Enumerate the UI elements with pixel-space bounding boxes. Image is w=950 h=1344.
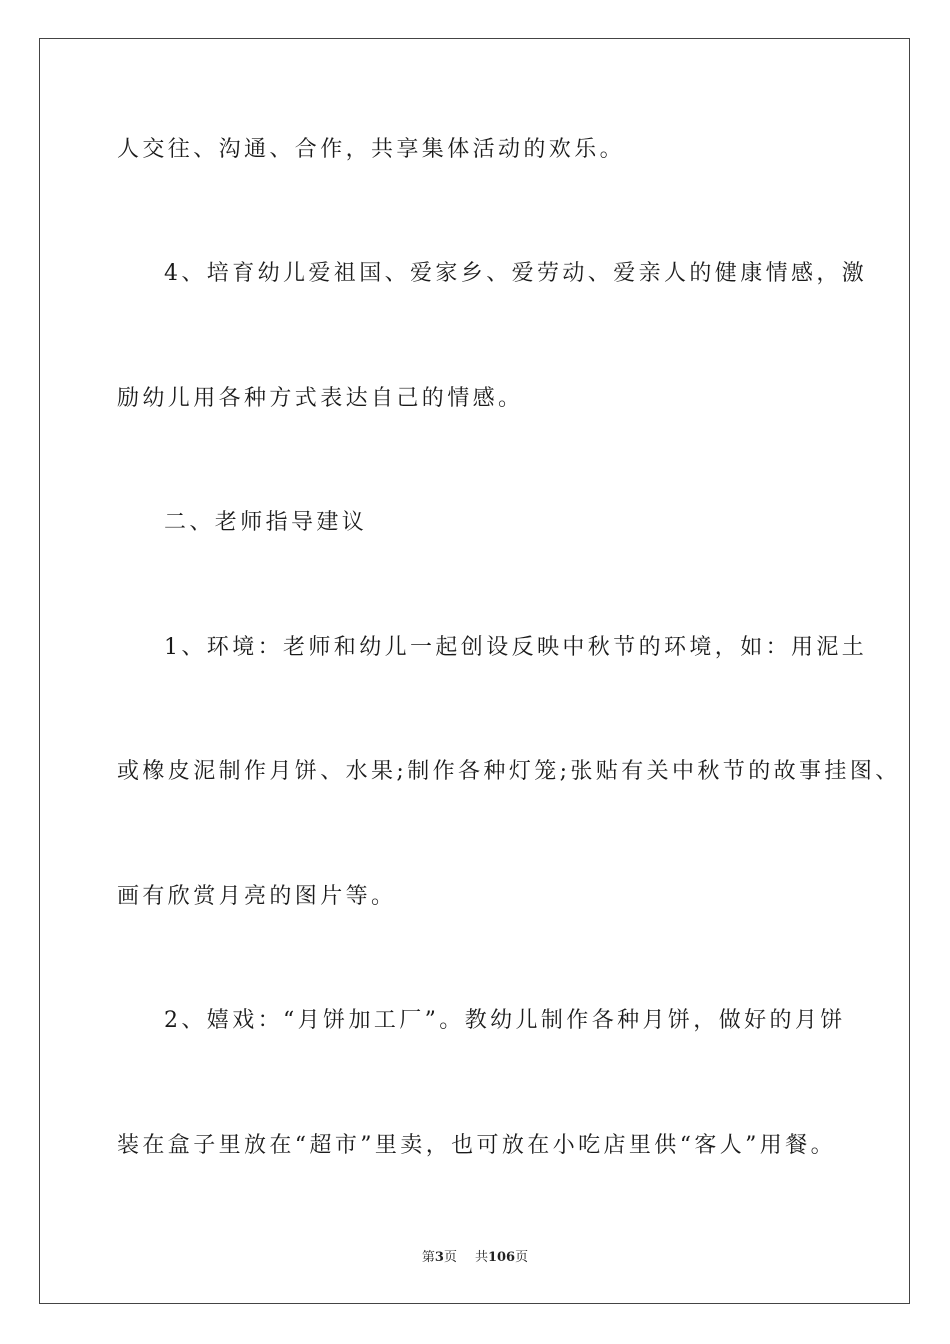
- page-prefix: 第: [421, 1250, 435, 1265]
- paragraph-line: 画有欣赏月亮的图片等。: [117, 884, 397, 909]
- page-suffix: 页: [443, 1250, 457, 1265]
- paragraph-line: 装在盒子里放在“超市”里卖，也可放在小吃店里供“客人”用餐。: [117, 1133, 836, 1158]
- page-border: [39, 38, 910, 1304]
- paragraph-line: 或橡皮泥制作月饼、水果;制作各种灯笼;张贴有关中秋节的故事挂图、: [117, 759, 901, 784]
- page-footer: [0, 1246, 950, 1265]
- page-number: 3: [434, 1250, 444, 1265]
- paragraph-line: 2、嬉戏：“月饼加工厂”。教幼儿制作各种月饼，做好的月饼: [164, 1008, 846, 1033]
- paragraph-line: 人交往、沟通、合作，共享集体活动的欢乐。: [117, 137, 626, 162]
- paragraph-line: 励幼儿用各种方式表达自己的情感。: [117, 386, 524, 411]
- section-heading: 二、老师指导建议: [164, 510, 368, 535]
- total-suffix: 页: [515, 1250, 529, 1265]
- paragraph-line: 1、环境：老师和幼儿一起创设反映中秋节的环境，如：用泥土: [164, 635, 868, 660]
- total-prefix: 共: [474, 1250, 488, 1265]
- paragraph-line: 4、培育幼儿爱祖国、爱家乡、爱劳动、爱亲人的健康情感，激: [164, 261, 868, 286]
- total-pages: 106: [487, 1250, 516, 1265]
